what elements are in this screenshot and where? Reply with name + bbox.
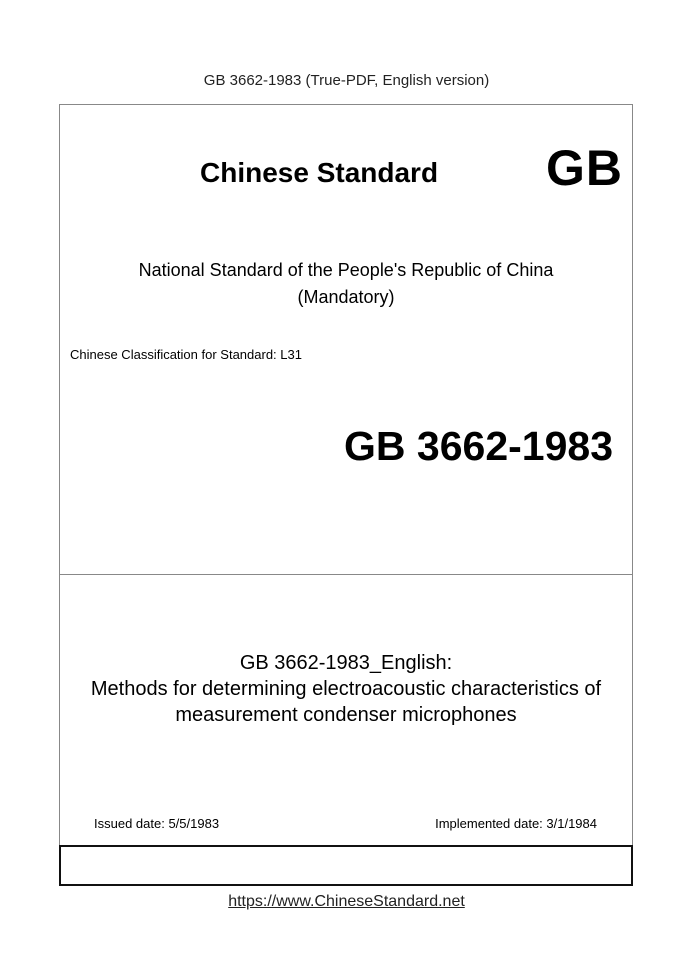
standard-number: GB 3662-1983 [344,423,613,469]
cover-frame [59,104,633,886]
website-link[interactable]: https://www.ChineseStandard.net [228,893,465,910]
mandatory-line: (Mandatory) [297,287,395,307]
issued-date: Issued date: 5/5/1983 [94,816,220,831]
document-title-line: GB 3662-1983_English: [239,652,453,674]
implemented-date: Implemented date: 3/1/1984 [435,816,597,831]
footer [0,893,693,911]
document-title-line: Methods for determining electroacoustic characteristics of [90,678,602,700]
document-title-block [59,650,633,728]
page-header-title: GB 3662-1983 (True-PDF, English version) [203,72,490,89]
national-standard-line: National Standard of the People's Republic of China [138,260,554,280]
cover-heading: Chinese Standard [200,157,439,188]
document-title-line: measurement condenser microphones [175,704,517,726]
section-divider [59,574,633,575]
national-standard-block [59,257,633,311]
bottom-box [59,845,633,886]
gb-badge: GB [546,140,623,196]
classification-text: Chinese Classification for Standard: L31 [70,347,302,362]
